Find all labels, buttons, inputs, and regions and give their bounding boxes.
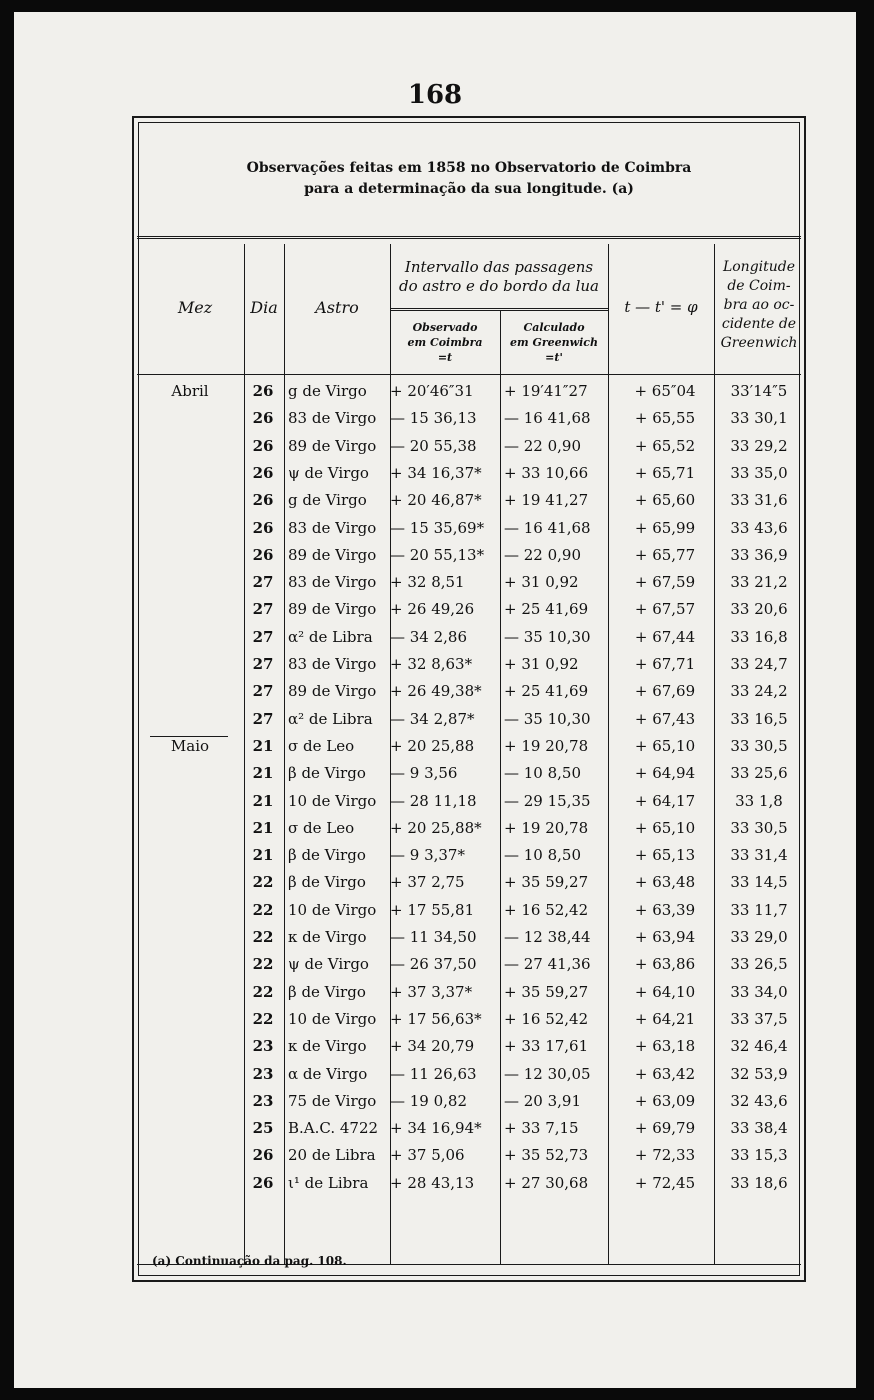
calculated-cell: + 16 52,42 <box>504 1009 589 1028</box>
difference-cell: + 65,71 <box>634 463 696 482</box>
header-calculado <box>500 320 608 365</box>
table-row <box>134 437 804 464</box>
star-cell: ψ de Virgo <box>288 463 369 482</box>
month-cell: Abril <box>171 382 209 400</box>
page-number: 168 <box>407 80 463 110</box>
day-cell: 22 <box>252 900 274 919</box>
table-row <box>134 519 804 546</box>
star-cell: 20 de Libra <box>288 1146 376 1165</box>
day-cell: 26 <box>252 436 274 455</box>
observed-cell: — 15 35,69* <box>390 518 485 537</box>
table-row <box>134 1119 804 1146</box>
day-cell: 23 <box>252 1037 274 1056</box>
day-cell: 27 <box>252 573 274 592</box>
star-cell: 10 de Virgo <box>288 900 377 919</box>
day-cell: 26 <box>252 382 274 400</box>
star-cell: σ de Leo <box>288 818 355 837</box>
longitude-cell: 33 35,0 <box>730 463 788 482</box>
calculated-cell: — 16 41,68 <box>504 409 591 428</box>
table-row <box>134 573 804 600</box>
calculated-cell: + 33 10,66 <box>504 463 589 482</box>
difference-cell: + 65,10 <box>634 736 696 755</box>
observed-cell: + 17 55,81 <box>390 900 475 919</box>
header-calculado-line-2: em Greenwich <box>510 336 598 349</box>
calculated-cell: — 22 0,90 <box>504 545 582 564</box>
table-row <box>134 792 804 819</box>
header-astro: Astro <box>315 298 359 317</box>
observed-cell: + 26 49,26 <box>390 600 475 619</box>
month-cell: Maio <box>170 736 210 755</box>
day-cell: 23 <box>252 1091 274 1110</box>
table-row <box>134 1065 804 1092</box>
observed-cell: — 26 37,50 <box>390 955 477 974</box>
table-row <box>134 682 804 709</box>
difference-cell: + 65,60 <box>634 491 696 510</box>
table-row <box>134 491 804 518</box>
day-cell: 27 <box>252 627 274 646</box>
difference-cell: + 63,39 <box>634 900 696 919</box>
table-row <box>134 873 804 900</box>
difference-cell: + 67,57 <box>634 600 696 619</box>
longitude-cell: 33 30,5 <box>730 736 788 755</box>
table-row <box>134 737 804 764</box>
calculated-cell: — 12 30,05 <box>504 1064 591 1083</box>
calculated-cell: — 35 10,30 <box>504 627 591 646</box>
longitude-cell: 33 25,6 <box>730 764 788 783</box>
difference-cell: + 64,21 <box>634 1009 696 1028</box>
observed-cell: + 37 2,75 <box>390 873 465 892</box>
observed-cell: + 37 5,06 <box>390 1146 465 1165</box>
star-cell: β de Virgo <box>288 982 366 1001</box>
difference-cell: + 63,94 <box>634 928 696 946</box>
longitude-cell: 33 43,6 <box>730 518 788 537</box>
star-cell: α² de Libra <box>288 627 373 646</box>
header-longitude-line-5: Greenwich <box>720 335 798 351</box>
header-intervallo <box>390 258 608 296</box>
difference-cell: + 69,79 <box>634 1119 696 1138</box>
longitude-cell: 32 53,9 <box>730 1064 788 1083</box>
calculated-cell: + 16 52,42 <box>504 900 589 919</box>
table-row <box>134 955 804 982</box>
star-cell: 89 de Virgo <box>288 600 377 619</box>
table-row <box>134 846 804 873</box>
header-bottom-rule <box>137 374 801 375</box>
header-calculado-line-3: =t' <box>545 351 563 364</box>
day-cell: 25 <box>252 1119 274 1138</box>
calculated-cell: — 35 10,30 <box>504 709 591 728</box>
observed-cell: — 34 2,86 <box>390 627 468 646</box>
intervallo-divider <box>390 308 608 311</box>
table-row <box>134 764 804 791</box>
observed-cell: — 11 34,50 <box>390 928 477 946</box>
table-row <box>134 382 804 409</box>
longitude-cell: 32 43,6 <box>730 1091 788 1110</box>
table-row <box>134 1092 804 1119</box>
difference-cell: + 64,94 <box>634 764 696 783</box>
table-row <box>134 710 804 737</box>
title-line-1: Observações feitas em 1858 no Observatorio de Coimbra <box>246 160 692 176</box>
day-cell: 22 <box>252 873 274 892</box>
calculated-cell: — 22 0,90 <box>504 436 582 455</box>
longitude-cell: 33 14,5 <box>730 873 788 892</box>
star-cell: ψ de Virgo <box>288 955 369 974</box>
header-longitude-line-3: bra ao oc- <box>723 297 795 313</box>
header-observado-line-2: em Coimbra <box>407 336 483 349</box>
table-row <box>134 928 804 955</box>
star-cell: β de Virgo <box>288 846 366 865</box>
header-longitude-line-1: Longitude <box>722 259 796 275</box>
observed-cell: + 26 49,38* <box>390 682 482 701</box>
header-observado-line-1: Observado <box>412 321 478 334</box>
table-row <box>134 1010 804 1037</box>
observed-cell: + 34 16,37* <box>390 463 482 482</box>
difference-cell: + 63,18 <box>634 1037 696 1056</box>
difference-cell: + 67,43 <box>634 709 696 728</box>
day-cell: 27 <box>252 655 274 673</box>
difference-cell: + 67,71 <box>634 655 696 673</box>
title-divider <box>137 236 801 239</box>
table-row <box>134 464 804 491</box>
star-cell: 83 de Virgo <box>288 655 377 673</box>
calculated-cell: + 19 41,27 <box>504 491 589 510</box>
star-cell: β de Virgo <box>288 764 366 783</box>
longitude-cell: 33 26,5 <box>730 955 788 974</box>
calculated-cell: + 35 52,73 <box>504 1146 589 1165</box>
table-row <box>134 1146 804 1173</box>
longitude-cell: 33 34,0 <box>730 982 788 1001</box>
longitude-cell: 32 46,4 <box>730 1037 788 1056</box>
calculated-cell: + 31 0,92 <box>504 573 579 592</box>
table-row <box>134 546 804 573</box>
star-cell: 10 de Virgo <box>288 1009 377 1028</box>
header-longitude-line-4: cidente de <box>721 316 797 332</box>
header-observado-line-3: =t <box>437 351 453 364</box>
star-cell: 83 de Virgo <box>288 409 377 428</box>
footnote: (a) Continuação da pag. 108. <box>152 1254 347 1268</box>
longitude-cell: 33 29,0 <box>730 928 788 946</box>
longitude-cell: 33 38,4 <box>730 1119 788 1138</box>
calculated-cell: + 19 20,78 <box>504 818 589 837</box>
header-intervallo-line-2: do astro e do bordo da lua <box>398 277 599 295</box>
header-mez: Mez <box>177 298 213 317</box>
table-row <box>134 819 804 846</box>
day-cell: 22 <box>252 982 274 1001</box>
star-cell: β de Virgo <box>288 873 366 892</box>
difference-cell: + 65,13 <box>634 846 696 865</box>
day-cell: 26 <box>252 518 274 537</box>
star-cell: α de Virgo <box>288 1064 368 1083</box>
header-calculado-line-1: Calculado <box>523 321 585 334</box>
star-cell: κ de Virgo <box>288 928 367 946</box>
longitude-cell: 33 30,1 <box>730 409 788 428</box>
observed-cell: — 34 2,87* <box>390 709 475 728</box>
longitude-cell: 33 37,5 <box>730 1009 788 1028</box>
table-row <box>134 655 804 682</box>
difference-cell: + 63,42 <box>634 1064 696 1083</box>
table-row <box>134 628 804 655</box>
day-cell: 22 <box>252 928 274 946</box>
header-longitude <box>714 258 804 353</box>
observed-cell: — 20 55,13* <box>390 545 485 564</box>
table-row <box>134 1174 804 1201</box>
star-cell: 83 de Virgo <box>288 518 377 537</box>
calculated-cell: — 12 38,44 <box>504 928 591 946</box>
table-row <box>134 600 804 627</box>
difference-cell: + 67,69 <box>634 682 696 701</box>
star-cell: α² de Libra <box>288 709 373 728</box>
header-dia: Dia <box>250 298 278 317</box>
longitude-cell: 33′14″5 <box>730 382 788 400</box>
star-cell: 83 de Virgo <box>288 573 377 592</box>
star-cell: 75 de Virgo <box>288 1091 377 1110</box>
star-cell: 89 de Virgo <box>288 436 377 455</box>
longitude-cell: 33 20,6 <box>730 600 788 619</box>
table-row <box>134 409 804 436</box>
table-row <box>134 901 804 928</box>
longitude-cell: 33 18,6 <box>730 1173 788 1192</box>
day-cell: 21 <box>252 846 274 865</box>
star-cell: g de Virgo <box>288 491 367 510</box>
difference-cell: + 67,44 <box>634 627 696 646</box>
page-scan <box>14 12 856 1388</box>
day-cell: 23 <box>252 1064 274 1083</box>
difference-cell: + 64,17 <box>634 791 696 810</box>
day-cell: 21 <box>252 818 274 837</box>
header-observado <box>390 320 500 365</box>
longitude-cell: 33 16,5 <box>730 709 788 728</box>
star-cell: 89 de Virgo <box>288 682 377 701</box>
star-cell: B.A.C. 4722 <box>288 1119 379 1138</box>
day-cell: 26 <box>252 545 274 564</box>
calculated-cell: + 25 41,69 <box>504 682 589 701</box>
longitude-cell: 33 30,5 <box>730 818 788 837</box>
observed-cell: — 9 3,37* <box>390 846 465 865</box>
observed-cell: — 9 3,56 <box>390 764 458 783</box>
observed-cell: — 19 0,82 <box>390 1091 468 1110</box>
table-frame <box>132 116 806 1282</box>
day-cell: 26 <box>252 1173 274 1192</box>
calculated-cell: + 19′41″27 <box>504 382 588 400</box>
observed-cell: — 11 26,63 <box>390 1064 477 1083</box>
star-cell: 10 de Virgo <box>288 791 377 810</box>
day-cell: 26 <box>252 491 274 510</box>
observed-cell: + 20 25,88 <box>390 736 475 755</box>
calculated-cell: + 35 59,27 <box>504 982 589 1001</box>
observed-cell: + 37 3,37* <box>390 982 473 1001</box>
longitude-cell: 33 29,2 <box>730 436 788 455</box>
star-cell: g de Virgo <box>288 382 367 400</box>
longitude-cell: 33 15,3 <box>730 1146 788 1165</box>
difference-cell: + 63,86 <box>634 955 696 974</box>
day-cell: 22 <box>252 1009 274 1028</box>
day-cell: 26 <box>252 463 274 482</box>
longitude-cell: 33 11,7 <box>730 900 788 919</box>
observed-cell: + 20 25,88* <box>390 818 482 837</box>
calculated-cell: + 33 17,61 <box>504 1037 589 1056</box>
header-intervallo-line-1: Intervallo das passagens <box>404 258 594 276</box>
day-cell: 27 <box>252 682 274 701</box>
observed-cell: + 20 46,87* <box>390 491 482 510</box>
difference-cell: + 65,52 <box>634 436 696 455</box>
difference-cell: + 65,10 <box>634 818 696 837</box>
difference-cell: + 64,10 <box>634 982 696 1001</box>
calculated-cell: + 35 59,27 <box>504 873 589 892</box>
calculated-cell: — 10 8,50 <box>504 846 582 865</box>
star-cell: ι¹ de Libra <box>288 1173 369 1192</box>
longitude-cell: 33 24,7 <box>730 655 788 673</box>
calculated-cell: + 25 41,69 <box>504 600 589 619</box>
longitude-cell: 33 36,9 <box>730 545 788 564</box>
day-cell: 26 <box>252 1146 274 1165</box>
header-diff: t — t' = φ <box>624 298 698 316</box>
calculated-cell: + 27 30,68 <box>504 1173 589 1192</box>
longitude-cell: 33 31,6 <box>730 491 788 510</box>
observed-cell: + 34 16,94* <box>390 1119 482 1138</box>
header-longitude-line-2: de Coim- <box>727 278 791 294</box>
difference-cell: + 67,59 <box>634 573 696 592</box>
day-cell: 21 <box>252 791 274 810</box>
calculated-cell: — 29 15,35 <box>504 791 591 810</box>
observed-cell: + 17 56,63* <box>390 1009 482 1028</box>
calculated-cell: + 33 7,15 <box>504 1119 579 1138</box>
table-title <box>134 158 804 200</box>
difference-cell: + 65″04 <box>634 382 696 400</box>
difference-cell: + 72,33 <box>634 1146 696 1165</box>
title-line-2: para a determinação da sua longitude. (a) <box>304 181 634 197</box>
calculated-cell: — 27 41,36 <box>504 955 591 974</box>
observed-cell: + 20′46″31 <box>390 382 474 400</box>
longitude-cell: 33 21,2 <box>730 573 788 592</box>
difference-cell: + 72,45 <box>634 1173 696 1192</box>
day-cell: 27 <box>252 709 274 728</box>
observed-cell: + 32 8,51 <box>390 573 465 592</box>
calculated-cell: — 10 8,50 <box>504 764 582 783</box>
longitude-cell: 33 1,8 <box>735 791 783 810</box>
observed-cell: — 15 36,13 <box>390 409 477 428</box>
difference-cell: + 65,77 <box>634 545 696 564</box>
longitude-cell: 33 24,2 <box>730 682 788 701</box>
star-cell: 89 de Virgo <box>288 545 377 564</box>
difference-cell: + 65,55 <box>634 409 696 428</box>
longitude-cell: 33 31,4 <box>730 846 788 865</box>
day-cell: 21 <box>252 736 274 755</box>
day-cell: 22 <box>252 955 274 974</box>
table-row <box>134 1037 804 1064</box>
calculated-cell: — 16 41,68 <box>504 518 591 537</box>
calculated-cell: — 20 3,91 <box>504 1091 582 1110</box>
observed-cell: — 20 55,38 <box>390 436 477 455</box>
calculated-cell: + 31 0,92 <box>504 655 579 673</box>
observed-cell: + 32 8,63* <box>390 655 473 673</box>
longitude-cell: 33 16,8 <box>730 627 788 646</box>
day-cell: 26 <box>252 409 274 428</box>
day-cell: 27 <box>252 600 274 619</box>
observed-cell: + 34 20,79 <box>390 1037 475 1056</box>
table-row <box>134 983 804 1010</box>
calculated-cell: + 19 20,78 <box>504 736 589 755</box>
star-cell: κ de Virgo <box>288 1037 367 1056</box>
observed-cell: — 28 11,18 <box>390 791 477 810</box>
difference-cell: + 65,99 <box>634 518 696 537</box>
difference-cell: + 63,09 <box>634 1091 696 1110</box>
star-cell: σ de Leo <box>288 736 355 755</box>
day-cell: 21 <box>252 764 274 783</box>
observed-cell: + 28 43,13 <box>390 1173 475 1192</box>
difference-cell: + 63,48 <box>634 873 696 892</box>
